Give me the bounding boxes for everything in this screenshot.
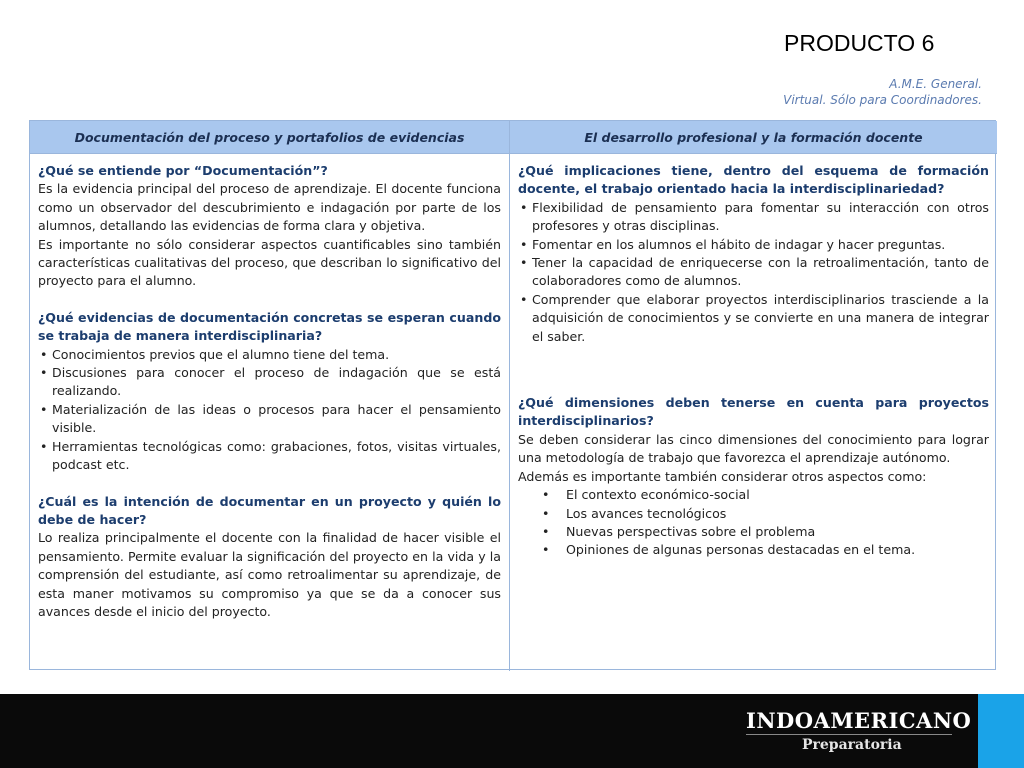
paragraph: Además es importante también considerar otros aspectos como:	[518, 468, 927, 484]
logo-divider	[746, 734, 952, 735]
list-item: • Comprender que elaborar proyectos interdisciplinarios trasciende a la adquisición de conocimientos y se convierte en una manera de integrar el saber.	[518, 291, 989, 346]
implications-list	[518, 199, 989, 346]
paragraph: Lo realiza principalmente el docente con la finalidad de hacer visible el pensamiento. Permite evaluar la significación del proyecto en la vida y la comprensión del estudiante, así como retroalimentar su aprendizaje, de esta maner motivamos su compromiso ya que se da a conocer sus avances desde el inicio del proyecto.	[38, 530, 501, 619]
list-item: • Materialización de las ideas o procesos para hacer el pensamiento visible.	[38, 401, 501, 438]
evidence-list	[38, 346, 501, 475]
paragraph: Es la evidencia principal del proceso de aprendizaje. El docente funciona como un observador del descubrimiento e indagación por parte de los alumnos, detallando las evidencias de forma clara y objetiva.	[38, 181, 501, 234]
subtitle	[783, 76, 982, 108]
list-item: • Nuevas perspectivas sobre el problema	[518, 523, 989, 541]
subtitle-line-1: A.M.E. General.	[889, 77, 982, 91]
question-evidences: ¿Qué evidencias de documentación concretas se esperan cuando se trabaja de manera interdisciplinaria?	[38, 309, 501, 344]
list-item: • Conocimientos previos que el alumno tiene del tema.	[38, 346, 501, 364]
table-cell-left	[30, 154, 510, 671]
slide-title: PRODUCTO 6	[784, 30, 935, 56]
table-header-professional-development: El desarrollo profesional y la formación docente	[510, 121, 997, 154]
footer-accent-block	[978, 694, 1024, 768]
brand-logo-text: INDOAMERICANO	[746, 708, 972, 733]
list-item: • Herramientas tecnológicas como: grabaciones, fotos, visitas virtuales, podcast etc.	[38, 438, 501, 475]
list-item: • Discusiones para conocer el proceso de indagación que se está realizando.	[38, 364, 501, 401]
list-item: • Fomentar en los alumnos el hábito de indagar y hacer preguntas.	[518, 236, 989, 254]
question-dimensions: ¿Qué dimensiones deben tenerse en cuenta para proyectos interdisciplinarios?	[518, 395, 989, 429]
list-item: • Opiniones de algunas personas destacadas en el tema.	[518, 541, 989, 559]
table-header-documentation: Documentación del proceso y portafolios de evidencias	[30, 121, 510, 154]
table-cell-right	[510, 154, 997, 671]
aspects-list	[518, 486, 989, 560]
question-intention: ¿Cuál es la intención de documentar en un proyecto y quién lo debe de hacer?	[38, 493, 501, 527]
list-item: • El contexto económico-social	[518, 486, 989, 504]
brand-logo-subtitle: Preparatoria	[802, 737, 902, 753]
footer-bar	[0, 694, 1024, 768]
list-item: • Tener la capacidad de enriquecerse con la retroalimentación, tanto de colaboradores como de alumnos.	[518, 254, 989, 291]
question-documentation: ¿Qué se entiende por “Documentación”?	[38, 163, 328, 178]
question-implications: ¿Qué implicaciones tiene, dentro del esquema de formación docente, el trabajo orientado hacia la interdisciplinariedad?	[518, 163, 989, 197]
paragraph: Se deben considerar las cinco dimensiones del conocimiento para lograr una metodología de trabajo que favorezca el aprendizaje autónomo.	[518, 431, 989, 466]
list-item: • Los avances tecnológicos	[518, 505, 989, 523]
subtitle-line-2: Virtual. Sólo para Coordinadores.	[783, 93, 982, 107]
list-item: • Flexibilidad de pensamiento para fomentar su interacción con otros profesores y otras disciplinas.	[518, 199, 989, 236]
paragraph: Es importante no sólo considerar aspectos cuantificables sino también características cualitativas del proceso, que describan lo significativo del proyecto para el alumno.	[38, 236, 501, 289]
comparison-table	[29, 120, 996, 670]
